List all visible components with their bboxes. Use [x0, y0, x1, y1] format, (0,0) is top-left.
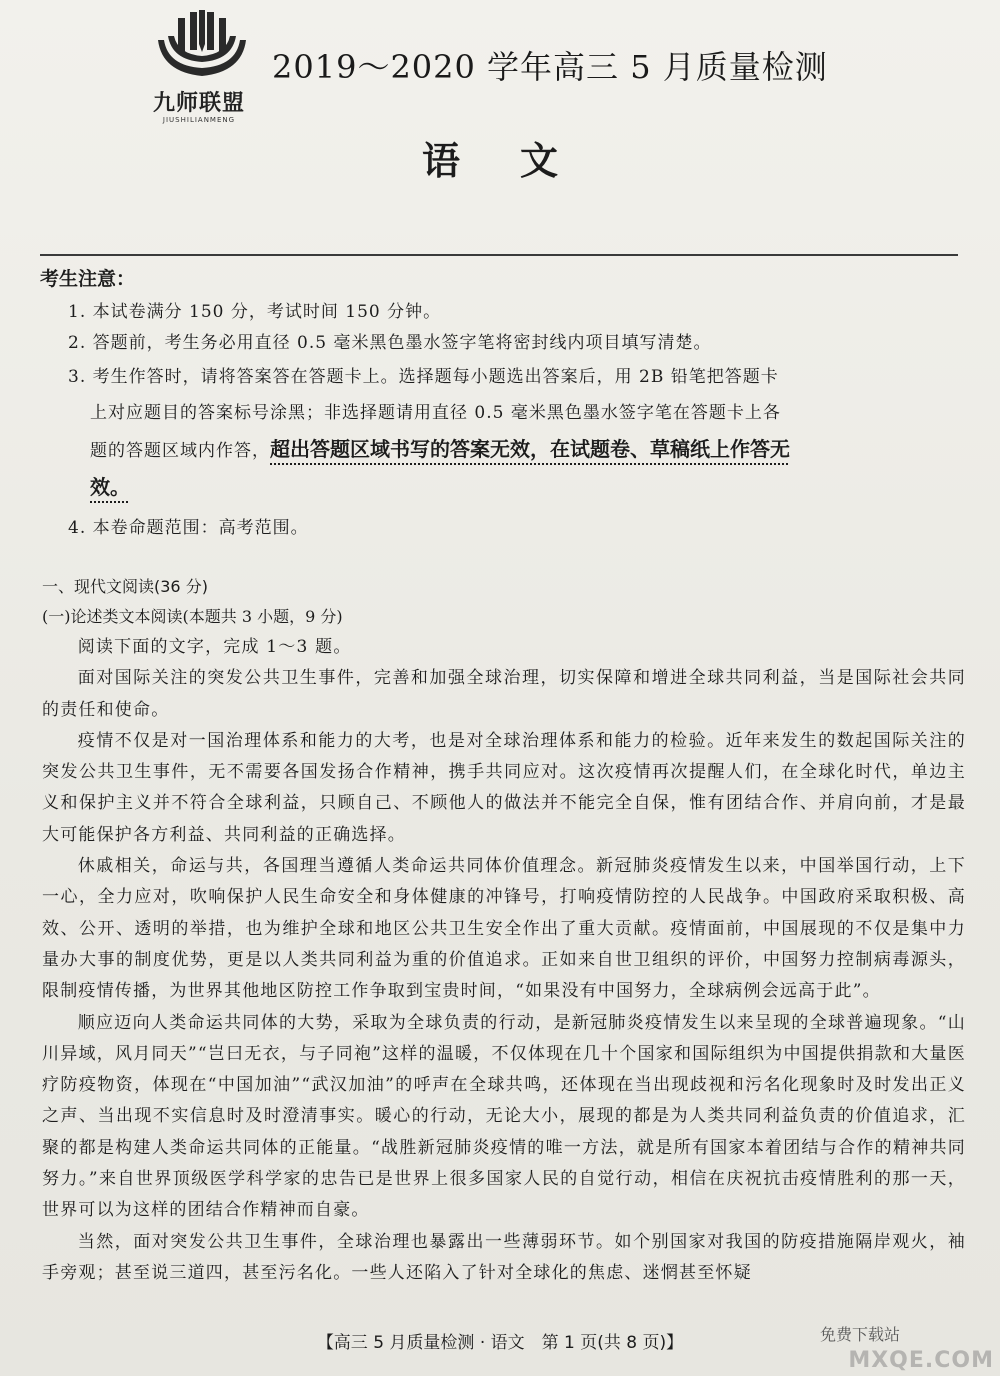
section-heading: 一、现代文阅读(36 分) [42, 577, 208, 596]
book-pen-icon [152, 10, 252, 90]
notice-title: 考生注意： [40, 268, 136, 290]
reading-passage [42, 632, 966, 1289]
subject-title: 语文 [421, 138, 618, 183]
notice-item-3 [68, 359, 796, 507]
exam-title: 2019～2020 学年高三 5 月质量检测 [272, 48, 828, 86]
divider [40, 254, 958, 256]
notice-emphasis: 超出答题区域书写的答案无效，在试题卷、草稿纸上作答无效。 [90, 437, 790, 499]
subsection-heading: (一)论述类文本阅读(本题共 3 小题，9 分) [42, 607, 343, 626]
watermark-site: MXQE.COM [848, 1348, 994, 1373]
logo-name: 九师联盟 [152, 91, 245, 116]
paragraph-5: 当然，面对突发公共卫生事件，全球治理也暴露出一些薄弱环节。如个别国家对我国的防疫措施隔岸观火，袖手旁观；甚至说三道四，甚至污名化。一些人还陷入了针对全球化的焦虑、迷惘甚至怀疑 [42, 1231, 966, 1283]
notice-item-1: 1. 本试卷满分 150 分，考试时间 150 分钟。 [68, 302, 442, 322]
paragraph-3: 休戚相关，命运与共，各国理当遵循人类命运共同体价值理念。新冠肺炎疫情发生以来，中国举国行动，上下一心，全力应对，吹响保护人民生命安全和身体健康的冲锋号，打响疫情防控的人民战争。中国政府采取积极、高效、公开、透明的举措，也为维护全球和地区公共卫生安全作出了重大贡献。疫情面前，中国展现的不仅是集中力量办大事的制度优势，更是以人类共同利益为重的价值追求。正如来自世卫组织的评价，中国努力控制病毒源头，限制疫情传播，为世界其他地区防控工作争取到宝贵时间，“如果没有中国努力，全球病例会远高于此”。 [42, 856, 966, 1002]
instruction: 阅读下面的文字，完成 1～3 题。 [77, 637, 352, 657]
watermark-label: 免费下载站 [820, 1325, 901, 1344]
page-footer: 【高三 5 月质量检测 · 语文 第 1 页(共 8 页)】 [316, 1333, 684, 1353]
notice-item-3-text: 3. 考生作答时，请将答案答在答题卡上。选择题每小题选出答案后，用 2B 铅笔把答题卡上对应题目的答案标号涂黑；非选择题请用直径 0.5 毫米黑色墨水签字笔在答题卡上各题的答题区域内作答， [68, 367, 781, 461]
paragraph-4: 顺应迈向人类命运共同体的大势，采取为全球负责的行动，是新冠肺炎疫情发生以来呈现的全球普遍现象。“山川异域，风月同天”“岂曰无衣，与子同袍”这样的温暖，不仅体现在几十个国家和国际组织为中国提供捐款和大量医疗防疫物资，体现在“中国加油”“武汉加油”的呼声在全球共鸣，还体现在当出现歧视和污名化现象时及时发出正义之声、当出现不实信息时及时澄清事实。暖心的行动，无论大小，展现的都是为人类共同利益负责的价值追求，汇聚的都是构建人类命运共同体的正能量。“战胜新冠肺炎疫情的唯一方法，就是所有国家本着团结与合作的精神共同努力。”来自世界顶级医学科学家的忠告已是世界上很多国家人民的自觉行动，相信在庆祝抗击疫情胜利的那一天，世界可以为这样的团结合作精神而自豪。 [42, 1012, 966, 1221]
logo-subtitle: JIUSHILIANMENG [162, 116, 236, 124]
notice-item-4: 4. 本卷命题范围：高考范围。 [68, 518, 309, 538]
notice-item-2: 2. 答题前，考生务必用直径 0.5 毫米黑色墨水签字笔将密封线内项目填写清楚。 [68, 333, 712, 353]
logo [140, 10, 258, 128]
paragraph-2: 疫情不仅是对一国治理体系和能力的大考，也是对全球治理体系和能力的检验。近年来发生的数起国际关注的突发公共卫生事件，无不需要各国发扬合作精神，携手共同应对。这次疫情再次提醒人们，在全球化时代，单边主义和保护主义并不符合全球利益，只顾自己、不顾他人的做法并不能完全自保，惟有团结合作、并肩向前，才是最大可能保护各方利益、共同利益的正确选择。 [42, 730, 966, 845]
paragraph-1: 面对国际关注的突发公共卫生事件，完善和加强全球治理，切实保障和增进全球共同利益，当是国际社会共同的责任和使命。 [42, 668, 966, 720]
notice-box [40, 264, 796, 544]
